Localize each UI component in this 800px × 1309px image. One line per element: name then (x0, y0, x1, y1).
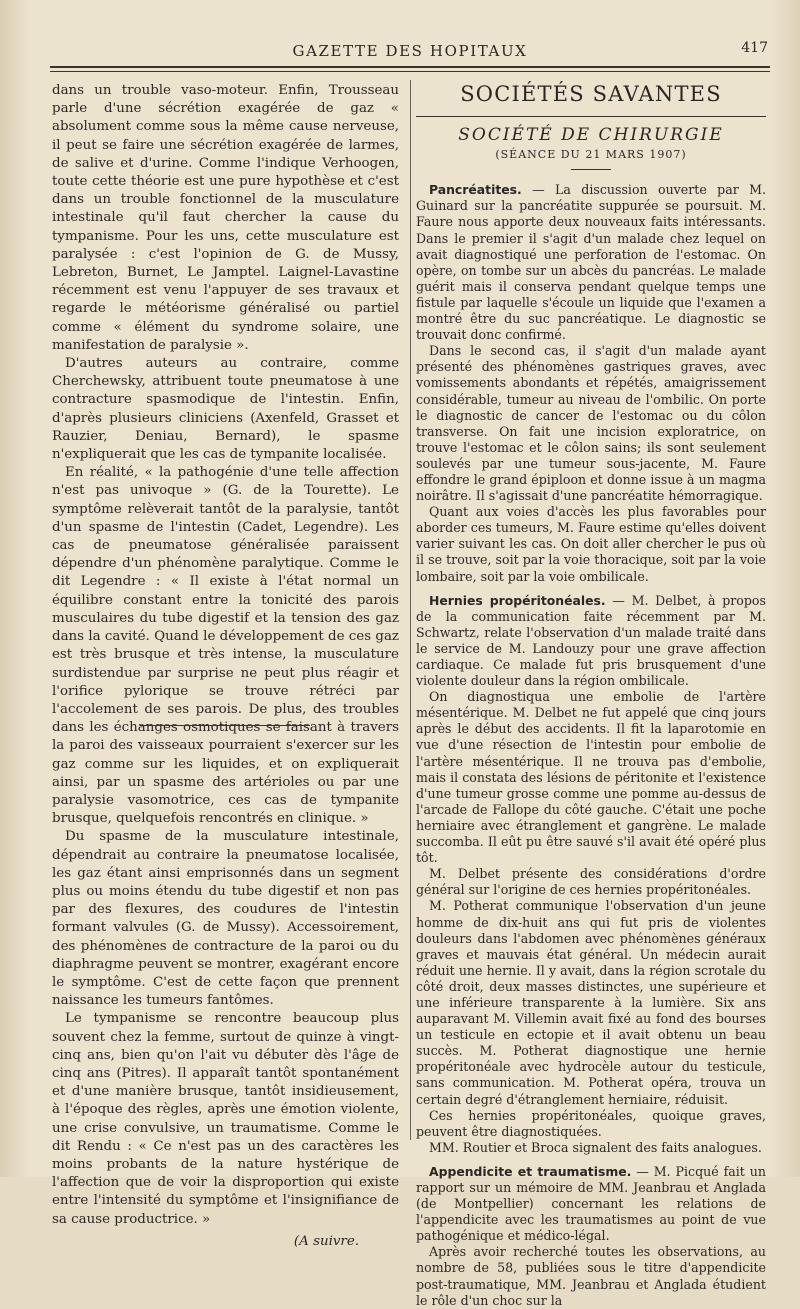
report-paragraph (416, 1244, 766, 1308)
report-paragraph (416, 866, 766, 898)
end-of-article-rule (140, 725, 310, 726)
report-heading: Appendicite et traumatisme. (429, 1163, 632, 1179)
section-rule (416, 116, 766, 117)
journal-title: GAZETTE DES HOPITAUX (292, 42, 528, 60)
section-title: SOCIÉTÉS SAVANTES (460, 82, 722, 106)
report-paragraph (416, 1108, 766, 1140)
short-rule (571, 169, 611, 170)
report-heading: Pancréatites. (429, 182, 522, 198)
report-paragraph (416, 1164, 766, 1244)
right-column (416, 82, 766, 1309)
report-text: — M. Picqué fait un rapport sur un mémoire de MM. Jeanbrau et Anglada (de Montpellier) concernant les relations de l'appendicite avec les traumatismes au point de vue pathogénique et médico-légal. (416, 1163, 766, 1244)
article-paragraph: Le tympanisme se rencontre beaucoup plus souvent chez la femme, surtout de quinze à vingt-cinq ans, bien qu'on l'ait vu débuter dès l'âge de cinq ans (Pitres). Il apparaît tantôt spontanément et d'une manière brusque, tantôt insidieusement, à l'époque des règles, après une émotion violente, une crise convulsive, un traumatisme. Comme le dit Rendu : « Ce n'est pas un des caractères les moins probants de la nature hystérique de l'affection que de voir la disproportion qui existe entre l'intensité du symptôme et l'insignifiance de sa cause productrice. » (52, 1011, 399, 1227)
page-number: 417 (741, 40, 768, 56)
report-text: Après avoir recherché toutes les observations, au nombre de 58, publiées sous le titre d'appendicite post-traumatique, MM. Jeanbrau et Anglada étudient le rôle d'un choc sur la (416, 1244, 766, 1308)
report-text: Dans le second cas, il s'agit d'un malade ayant présenté des phénomènes gastriques graves, avec vomissements abondants et répétés, amaigrissement considérable, tumeur au niveau de l'ombilic. On porte le diagnostic de cancer de l'estomac ou du côlon transverse. On fait une incision exploratrice, on trouve l'estomac et le côlon sains; ils sont seulement soulevés par une tumeur sous-jacente, M. Faure effondre le grand épiploon et donne issue à un magma noirâtre. Il s'agissait d'une pancréatite hémorragique. (416, 343, 766, 504)
to-be-continued: (A suivre. (293, 1233, 359, 1249)
report-text: Quant aux voies d'accès les plus favorables pour aborder ces tumeurs, M. Faure estime qu'elles doivent varier suivant les cas. On doit aller chercher le pus où il se trouve, soit par la voie thoracique, soit par la voie lombaire, soit par la voie ombilicale. (416, 504, 766, 584)
article-paragraph: dans un trouble vaso-moteur. Enfin, Trousseau parle d'une sécrétion exagérée de gaz « absolument comme sous la même cause nerveuse, il peut se faire une sécrétion exagérée de larmes, de salive et d'urine. Comme l'indique Verhoogen, toute cette théorie est une pure hypothèse et c'est dans un trouble fonctionnel de la musculature intestinale qu'il faut chercher la cause du tympanisme. Pour les uns, cette musculature est paralysée : c'est l'opinion de G. de Mussy, Lebreton, Burnet, Le Jamptel. Laignel-Lavastine récemment est venu l'appuyer de ses travaux et regarde le météorisme généralisé ou partiel comme « élément du syndrome solaire, une manifestation de paralysie ». (52, 83, 399, 353)
article-paragraph: D'autres auteurs au contraire, comme Cherchewsky, attribuent toute pneumatose à une contracture spasmodique de l'intestin. Enfin, d'après plusieurs cliniciens (Axenfeld, Grasset et Rauzier, Deniau, Bernard), le spasme n'expliquerait que les cas de tympanite localisée. (52, 356, 399, 463)
report-paragraph (416, 343, 766, 504)
society-title: SOCIÉTÉ DE CHIRURGIE (458, 125, 724, 146)
header-rule-thin (50, 71, 770, 72)
report-paragraph (416, 898, 766, 1107)
report-text: On diagnostiqua une embolie de l'artère mésentérique. M. Delbet ne fut appelé que cinq jours après le début des accidents. Il fit la laparotomie en vue d'une résection de l'intestin pour embolie de l'artère mésentérique. Il ne trouva pas d'embolie, mais il constata des lésions de péritonite et l'existence d'une tumeur grosse comme une pomme au-dessus de l'arcade de Fallope du côté gauche. C'était une poche herniaire avec étranglement et gangrène. Le malade succomba. Il eût pu être sauvé s'il avait été opéré plus tôt. (416, 689, 766, 866)
article-paragraph: Du spasme de la musculature intestinale, dépendrait au contraire la pneumatose localisée, les gaz étant ainsi emprisonnés dans un segment plus ou moins étendu du tube digestif et non pas par des flexures, des coudures de l'intestin formant valvules (G. de Mussy). Accessoirement, des phénomènes de contracture de la paroi ou du diaphragme peuvent se montrer, exagérant encore le symptôme. C'est de cette façon que prennent naissance les tumeurs fantômes. (52, 829, 399, 1009)
report-paragraph (416, 689, 766, 866)
report-text: M. Delbet présente des considérations d'ordre général sur l'origine de ces hernies propéritonéales. (416, 866, 766, 898)
report-text: Ces hernies propéritonéales, quoique graves, peuvent être diagnostiquées. (416, 1107, 766, 1139)
report-text: M. Potherat communique l'observation d'un jeune homme de dix-huit ans qui fut pris de violentes douleurs dans l'abdomen avec phénomènes généraux graves et mauvais état général. Un médecin aurait réduit une hernie. Il y avait, dans la région scrotale du côté droit, deux masses distinctes, une supérieure et une inférieure transparente à la lumière. Six ans auparavant M. Villemin avait fixé au fond des bourses un testicule en ectopie et il avait obtenu un beau succès. M. Potherat diagnostique une hernie propéritonéale avec hydrocèle autour du testicule, sans communication. M. Potherat opéra, trouva un certain degré d'étranglement herniaire, réduisit. (416, 898, 766, 1107)
left-column (52, 82, 399, 1251)
session-date: (SÉANCE DU 21 MARS 1907) (495, 148, 687, 162)
report-paragraph (416, 504, 766, 584)
report-paragraph (416, 593, 766, 690)
header-rule (50, 66, 770, 68)
article-paragraph: En réalité, « la pathogénie d'une telle affection n'est pas univoque » (G. de la Tourette). Le symptôme relèverait tantôt de la paralysie, tantôt d'un spasme de l'intestin (Cadet, Legendre). Les cas de pneumatose généralisée paraissent dépendre d'un phénomène paralytique. Comme le dit Legendre : « Il existe à l'état normal un équilibre constant entre la tonicité des parois musculaires du tube digestif et la tension des gaz dans la cavité. Quand le développement de ces gaz est très brusque et très intense, la musculature surdistendue par surprise ne peut plus réagir et l'orifice pylorique se trouve rétréci par l'accolement de ses parois. De plus, des troubles dans les échanges osmotiques se faisant à travers la paroi des vaisseaux pourraient s'exercer sur les gaz comme sur les liquides, et on expliquerait ainsi, par un spasme des artérioles ou par une paralysie vasomotrice, ces cas de tympanite brusque, quelquefois rencontrés en clinique. » (52, 465, 399, 827)
column-divider (410, 80, 411, 1140)
report-heading: Hernies propéritonéales. (429, 592, 606, 608)
report-text: MM. Routier et Broca signalent des faits analogues. (429, 1139, 762, 1155)
page-header (50, 40, 770, 64)
report-paragraph (416, 182, 766, 343)
report-text: — La discussion ouverte par M. Guinard sur la pancréatite suppurée se poursuit. M. Faure nous apporte deux nouveaux faits intéressants. Dans le premier il s'agit d'un malade chez lequel on avait diagnostiqué une perforation de l'estomac. On opère, on tombe sur un abcès du pancréas. Le malade guérit mais il conserva pendant quelque temps une fistule par laquelle s'écoule un liquide que l'examen a montré être du suc pancréatique. Le diagnostic se trouvait donc confirmé. (416, 182, 766, 343)
report-paragraph (416, 1140, 766, 1156)
report-text: — M. Delbet, à propos de la communication faite récemment par M. Schwartz, relate l'observation d'un malade traité dans le service de M. Landouzy pour une grave affection cardiaque. Ce malade fut pris brusquement d'une violente douleur dans la région ombilicale. (416, 592, 766, 689)
